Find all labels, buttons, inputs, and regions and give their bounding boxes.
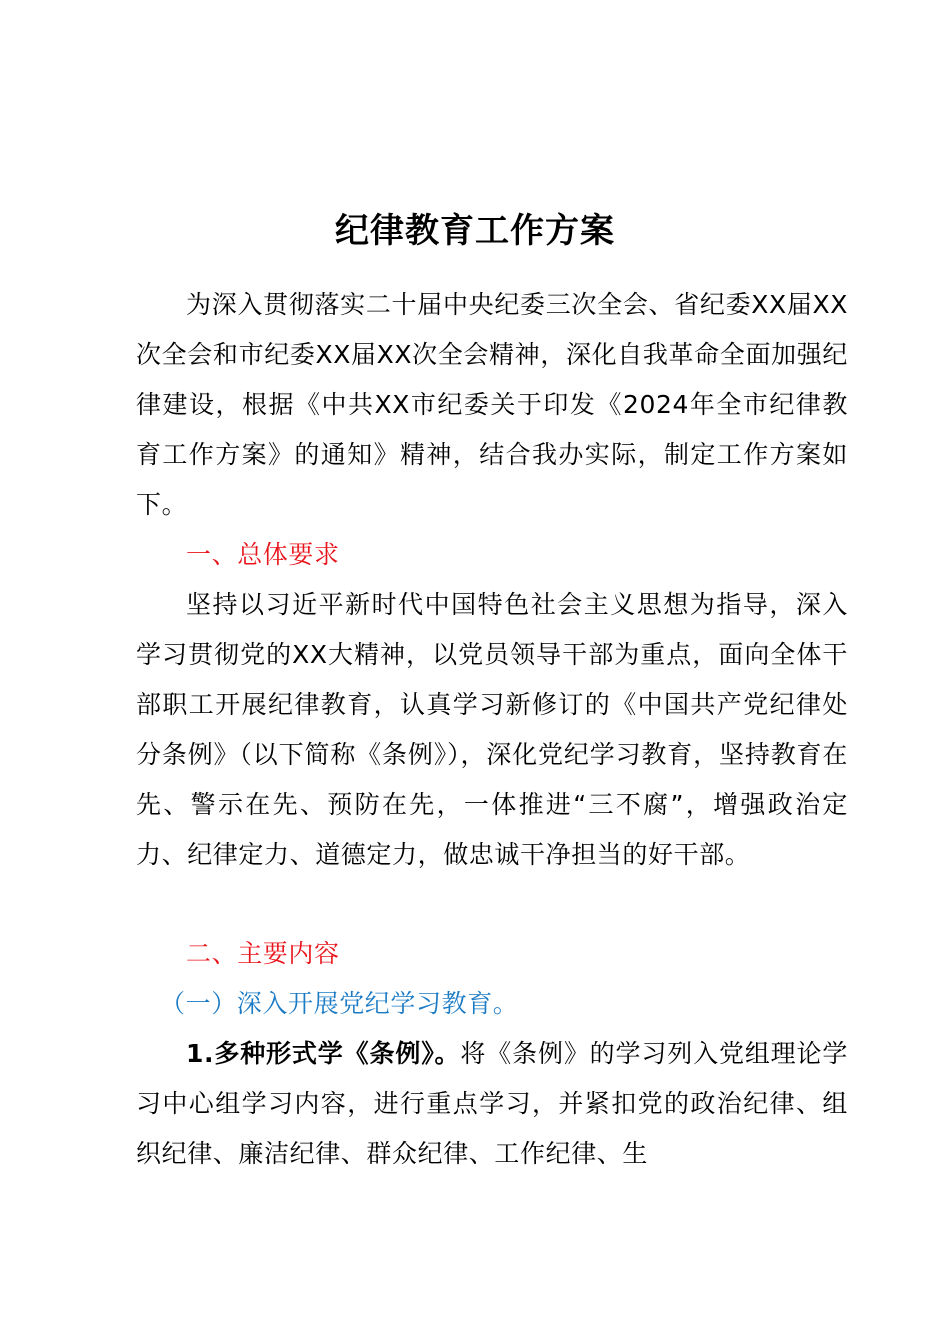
document-title: 纪律教育工作方案: [335, 211, 615, 251]
item-lead: 1.多种形式学《条例》。: [186, 1039, 461, 1068]
item-paragraph-study-regulations: [136, 1029, 848, 1179]
item-text: 将《条例》的学习列入党组理论学习中心组学习内容，进行重点学习，并紧扣党的政治纪律、组织纪律、廉洁纪律、群众纪律、工作纪律、生: [136, 1039, 848, 1168]
subsection-heading-party-discipline-study: （一）深入开展党纪学习教育。: [160, 989, 519, 1018]
section-heading-general-requirements: 一、总体要求: [186, 540, 340, 569]
section-heading-main-content: 二、主要内容: [186, 939, 340, 968]
general-requirements-paragraph: 坚持以习近平新时代中国特色社会主义思想为指导，深入学习贯彻党的XX大精神，以党员领导干部为重点，面向全体干部职工开展纪律教育，认真学习新修订的《中国共产党纪律处分条例》（以下简称《条例》），深化党纪学习教育，坚持教育在先、警示在先、预防在先，一体推进“三不腐”，增强政治定力、纪律定力、道德定力，做忠诚干净担当的好干部。: [136, 590, 848, 869]
intro-paragraph: 为深入贯彻落实二十届中央纪委三次全会、省纪委XX届XX次全会和市纪委XX届XX次全会精神，深化自我革命全面加强纪律建设，根据《中共XX市纪委关于印发《2024年全市纪律教育工作方案》的通知》精神，结合我办实际，制定工作方案如下。: [136, 290, 848, 519]
